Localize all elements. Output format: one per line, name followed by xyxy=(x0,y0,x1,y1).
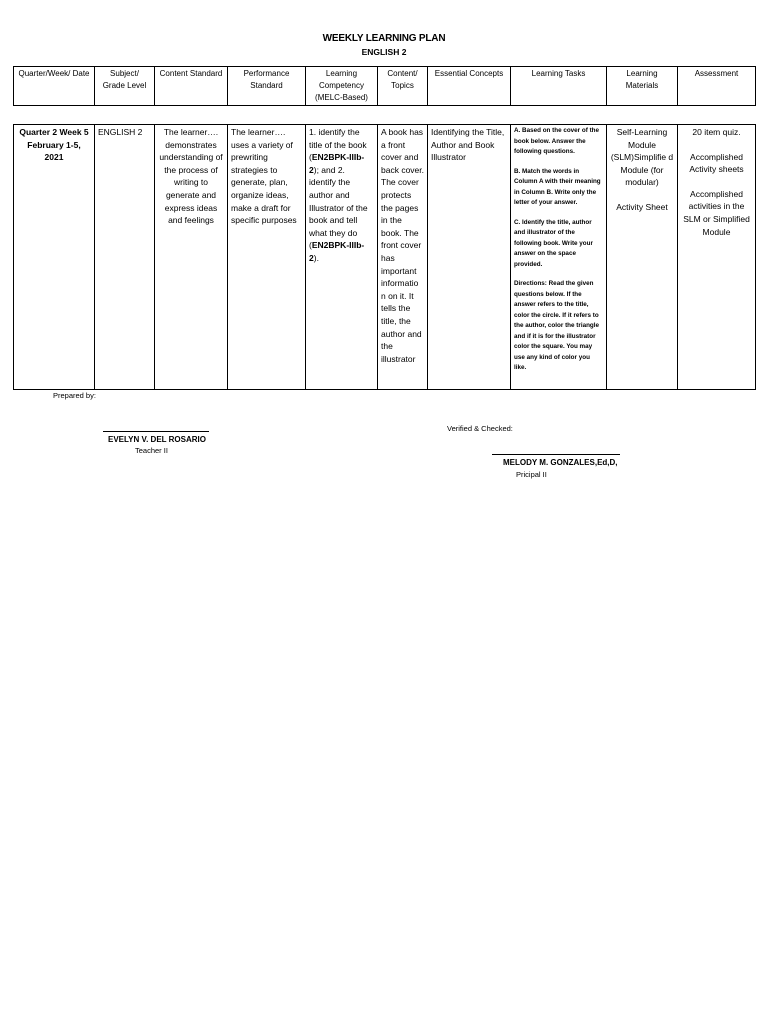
header-cell: Essential Concepts xyxy=(428,67,511,106)
assessment-item: 20 item quiz. xyxy=(692,127,741,137)
header-cell: Content Standard xyxy=(155,67,228,106)
header-cell: Quarter/Week/ Date xyxy=(14,67,95,106)
materials-cell xyxy=(607,125,678,390)
quarter-cell: Quarter 2 Week 5 February 1-5, 2021 xyxy=(14,125,95,390)
plan-header-table xyxy=(13,66,756,106)
competency-code: EN2BPK-IIIb-2 xyxy=(309,152,365,175)
task-item: A. Based on the cover of the book below. Answer the following questions. xyxy=(514,127,600,155)
competency-code: EN2BPK-IIIb-2 xyxy=(309,240,365,263)
competency-cell xyxy=(306,125,378,390)
assessment-item: Accomplished Activity sheets xyxy=(689,151,744,175)
competency-text: ). xyxy=(313,252,319,263)
performance-standard-cell: The learner…. uses a variety of prewriting strategies to generate, plan, organize ideas, make a draft for specific purposes xyxy=(228,125,306,390)
header-cell: Learning Competency (MELC-Based) xyxy=(306,67,378,106)
competency-text: 1. identify the title of the book ( xyxy=(309,127,367,163)
task-item: B. Match the words in Column A with their meaning in Column B. Write only the letter of your answer. xyxy=(514,167,601,206)
verified-label: Verified & Checked: xyxy=(447,424,513,433)
learning-tasks-cell xyxy=(511,125,607,390)
topics-cell: A book has a front cover and back cover. The cover protects the pages in the book. The front cover has important informatio n on it. It tells the title, the author and the illustrator xyxy=(378,125,428,390)
table-row xyxy=(14,125,756,390)
principal-signature-line xyxy=(492,454,620,455)
materials-item: Self-Learning Module (SLM)Simplifie d Module (for modular) xyxy=(610,127,674,188)
subject-cell: ENGLISH 2 xyxy=(95,125,155,390)
teacher-signature-line xyxy=(103,431,209,432)
task-item: Directions: Read the given questions below. If the answer refers to the title, color the circle. If it refers to the author, color the triangle and if it is for the illustrator color the square. You may use any kind of color you like. xyxy=(514,280,600,371)
principal-name: MELODY M. GONZALES,Ed,D, xyxy=(503,458,618,467)
materials-item: Activity Sheet xyxy=(616,201,668,212)
header-cell: Performance Standard xyxy=(228,67,306,106)
header-cell: Learning Materials xyxy=(607,67,678,106)
assessment-cell xyxy=(678,125,756,390)
header-cell: Assessment xyxy=(678,67,756,106)
document-title: WEEKLY LEARNING PLAN xyxy=(322,33,446,44)
header-row xyxy=(14,67,756,106)
header-cell: Subject/ Grade Level xyxy=(95,67,155,106)
plan-body-table xyxy=(13,124,756,390)
principal-title: Pricipal II xyxy=(516,470,547,479)
document-subtitle: ENGLISH 2 xyxy=(361,47,407,57)
concepts-cell: Identifying the Title, Author and Book Illustrator xyxy=(428,125,511,390)
competency-text: ); and 2. identify the author and Illustrator of the book and tell what they do ( xyxy=(309,164,368,251)
prepared-by-label: Prepared by: xyxy=(53,391,96,400)
header-cell: Learning Tasks xyxy=(511,67,607,106)
task-item: C. Identify the title, author and illustrator of the following book. Write your answer on the space provided. xyxy=(514,218,593,268)
assessment-item: Accomplished activities in the SLM or Simplified Module xyxy=(683,188,750,237)
content-standard-cell: The learner…. demonstrates understanding of the process of writing to generate and express ideas and feelings xyxy=(155,125,228,390)
header-cell: Content/ Topics xyxy=(378,67,428,106)
teacher-title: Teacher II xyxy=(135,446,168,455)
teacher-name: EVELYN V. DEL ROSARIO xyxy=(108,435,206,444)
